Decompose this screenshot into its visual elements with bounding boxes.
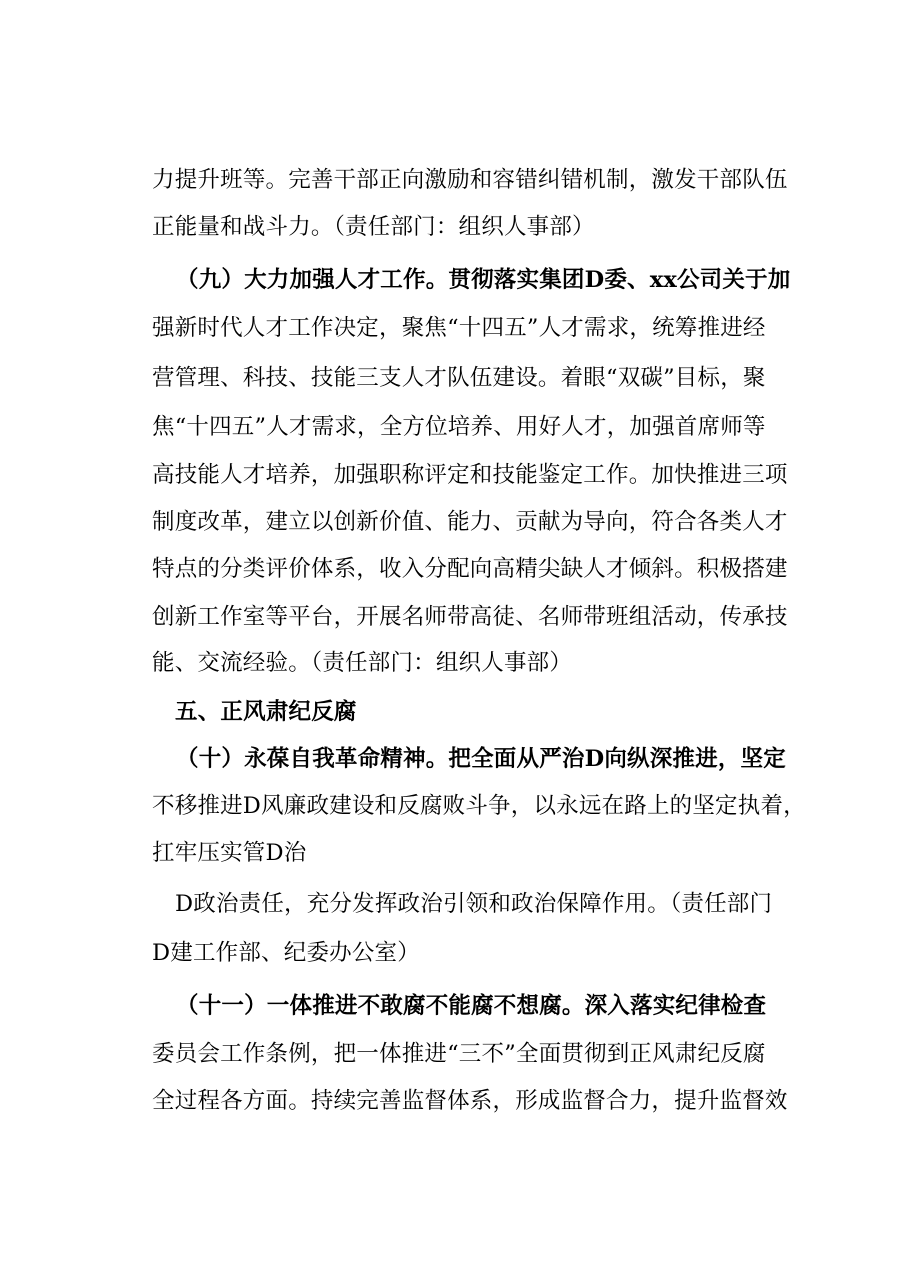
section-heading-five: 五、正风肃纪反腐 <box>175 699 357 725</box>
section-9-line-5: 高技能人才培养，加强职称评定和技能鉴定工作。加快推进三项 <box>152 462 788 488</box>
section-9-line-2: 强新时代人才工作决定，聚焦“十四五”人才需求，统筹推进经 <box>152 315 766 341</box>
paragraph-line-1: 力提升班等。完善干部正向激励和容错纠错机制，激发干部队伍 <box>152 167 788 193</box>
section-9-line-4: 焦“十四五”人才需求，全方位培养、用好人才，加强首席师等 <box>152 414 766 440</box>
section-10-line-4: D政治责任，充分发挥政治引领和政治保障作用。（责任部门 <box>175 891 773 917</box>
section-9-line-9: 能、交流经验。（责任部门：组织人事部） <box>152 650 573 676</box>
section-9-line-7: 特点的分类评价体系，收入分配向高精尖缺人才倾斜。积极搭建 <box>152 556 788 582</box>
section-9-line-6: 制度改革，建立以创新价值、能力、贡献为导向，符合各类人才 <box>152 509 788 535</box>
section-10-line-3: 扛牢压实管D治 <box>152 840 307 866</box>
section-9-line-8: 创新工作室等平台，开展名师带高徒、名师带班组活动，传承技 <box>152 604 788 630</box>
section-9-line-1: （九）大力加强人才工作。贯彻落实集团D委、xx公司关于加 <box>176 267 791 293</box>
section-11-line-1: （十一）一体推进不敢腐不能腐不想腐。深入落实纪律检查 <box>176 993 767 1019</box>
section-11-line-2: 委员会工作条例，把一体推进“三不”全面贯彻到正风肃纪反腐 <box>152 1041 766 1067</box>
section-10-line-1: （十）永葆自我革命精神。把全面从严治D向纵深推进，坚定 <box>176 746 786 772</box>
section-11-line-3: 全过程各方面。持续完善监督体系，形成监督合力，提升监督效 <box>152 1088 788 1114</box>
paragraph-line-2: 正能量和战斗力。（责任部门：组织人事部） <box>152 214 595 240</box>
section-10-line-2: 不移推进D风廉政建设和反腐败斗争，以永远在路上的坚定执着， <box>152 793 806 819</box>
section-10-line-5: D建工作部、纪委办公室） <box>152 940 420 966</box>
section-9-line-3: 营管理、科技、技能三支人才队伍建设。着眼“双碳”目标，聚 <box>152 365 766 391</box>
